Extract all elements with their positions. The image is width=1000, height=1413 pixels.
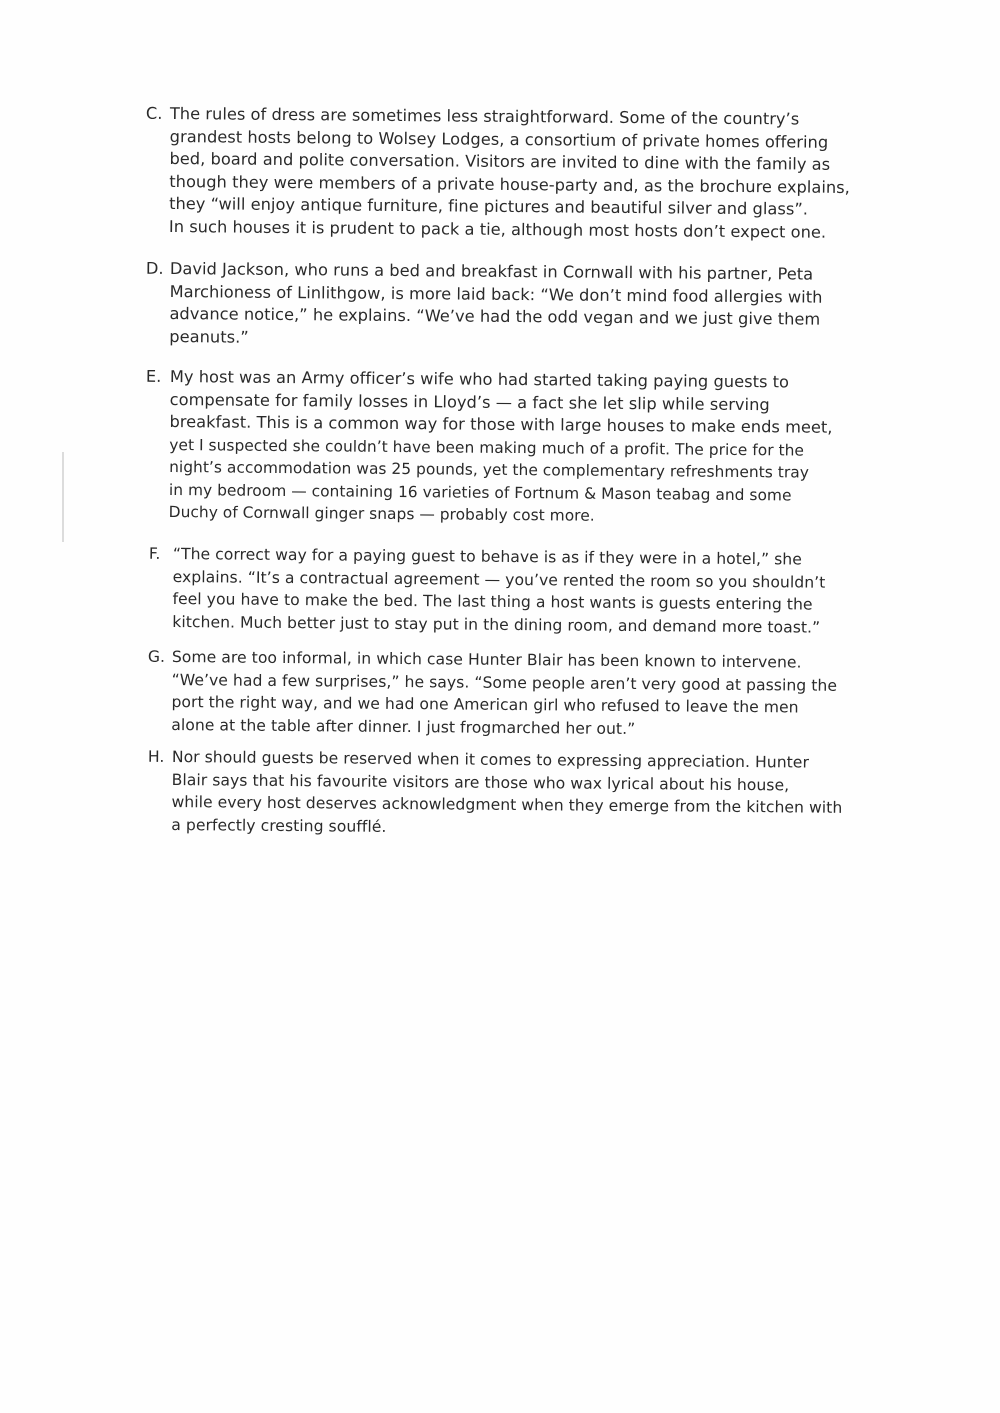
paragraph-d: [145, 258, 823, 354]
bleed-through-mark: [62, 452, 64, 542]
paragraph-line: breakfast. This is a common way for those with large houses to make ends meet,: [169, 411, 833, 437]
paragraph-line: peanuts.”: [169, 326, 249, 347]
paragraph-line: explains. “It’s a contractual agreement — you’ve rented the room so you shouldn’t: [172, 567, 826, 592]
paragraph-line: kitchen. Much better just to stay put in the dining room, and demand more toast.”: [172, 612, 821, 637]
paragraph-line: advance notice,” he explains. “We’ve had the odd vegan and we just give them: [169, 303, 821, 329]
paragraph-f: [148, 543, 826, 639]
paragraph-line: they “will enjoy antique furniture, fine pictures and beautiful silver and glass”.: [169, 193, 809, 219]
paragraph-g: [147, 646, 838, 742]
paragraph-line: yet I suspected she couldn’t have been making much of a profit. The price for the: [169, 435, 805, 460]
paragraph-letter: F.: [148, 544, 161, 563]
paragraph-line: Blair says that his favourite visitors are those who wax lyrical about his house,: [171, 770, 790, 794]
paragraph-h: [147, 746, 843, 842]
paragraph-line: a perfectly cresting soufflé.: [171, 815, 387, 836]
paragraph-line: In such houses it is prudent to pack a tie, although most hosts don’t expect one.: [168, 216, 827, 242]
paragraph-line: night’s accommodation was 25 pounds, yet the complementary refreshments tray: [169, 457, 810, 482]
paragraph-line: bed, board and polite conversation. Visitors are invited to dine with the family as: [169, 148, 831, 174]
paragraph-letter: H.: [147, 747, 165, 766]
paragraph-line: Nor should guests be reserved when it comes to expressing appreciation. Hunter: [171, 747, 810, 772]
paragraph-line: Marchioness of Linlithgow, is more laid back: “We don’t mind food allergies with: [169, 281, 823, 307]
paragraph-line: while every host deserves acknowledgment when they emerge from the kitchen with: [171, 792, 843, 817]
paragraph-line: The rules of dress are sometimes less straightforward. Some of the country’s: [169, 103, 800, 129]
paragraph-e: [145, 366, 833, 529]
paragraph-line: compensate for family losses in Lloyd’s — a fact she let slip while serving: [169, 389, 770, 414]
paragraph-line: David Jackson, who runs a bed and breakfast in Cornwall with his partner, Peta: [169, 258, 814, 284]
paragraph-line: “The correct way for a paying guest to behave is as if they were in a hotel,” she: [172, 544, 802, 569]
paragraph-c: [145, 103, 851, 244]
paragraph-line: feel you have to make the bed. The last thing a host wants is guests entering the: [172, 589, 813, 614]
paragraph-letter: E.: [145, 366, 162, 386]
paragraph-line: My host was an Army officer’s wife who had started taking paying guests to: [169, 366, 790, 392]
paragraph-line: grandest hosts belong to Wolsey Lodges, a consortium of private homes offering: [169, 126, 829, 152]
paragraph-line: alone at the table after dinner. I just frogmarched her out.”: [171, 715, 636, 738]
paragraph-line: Some are too informal, in which case Hunter Blair has been known to intervene.: [171, 647, 802, 672]
paragraph-line: “We’ve had a few surprises,” he says. “Some people aren’t very good at passing the: [171, 670, 838, 695]
paragraph-line: Duchy of Cornwall ginger snaps — probably cost more.: [168, 502, 595, 525]
paragraph-line: port the right way, and we had one American girl who refused to leave the men: [171, 692, 799, 717]
paragraph-line: in my bedroom — containing 16 varieties of Fortnum & Mason teabag and some: [168, 480, 792, 504]
paragraph-letter: C.: [145, 103, 163, 123]
paragraph-letter: D.: [145, 258, 164, 278]
paragraph-line: though they were members of a private house-party and, as the brochure explains,: [169, 171, 851, 197]
paragraph-letter: G.: [147, 647, 166, 666]
